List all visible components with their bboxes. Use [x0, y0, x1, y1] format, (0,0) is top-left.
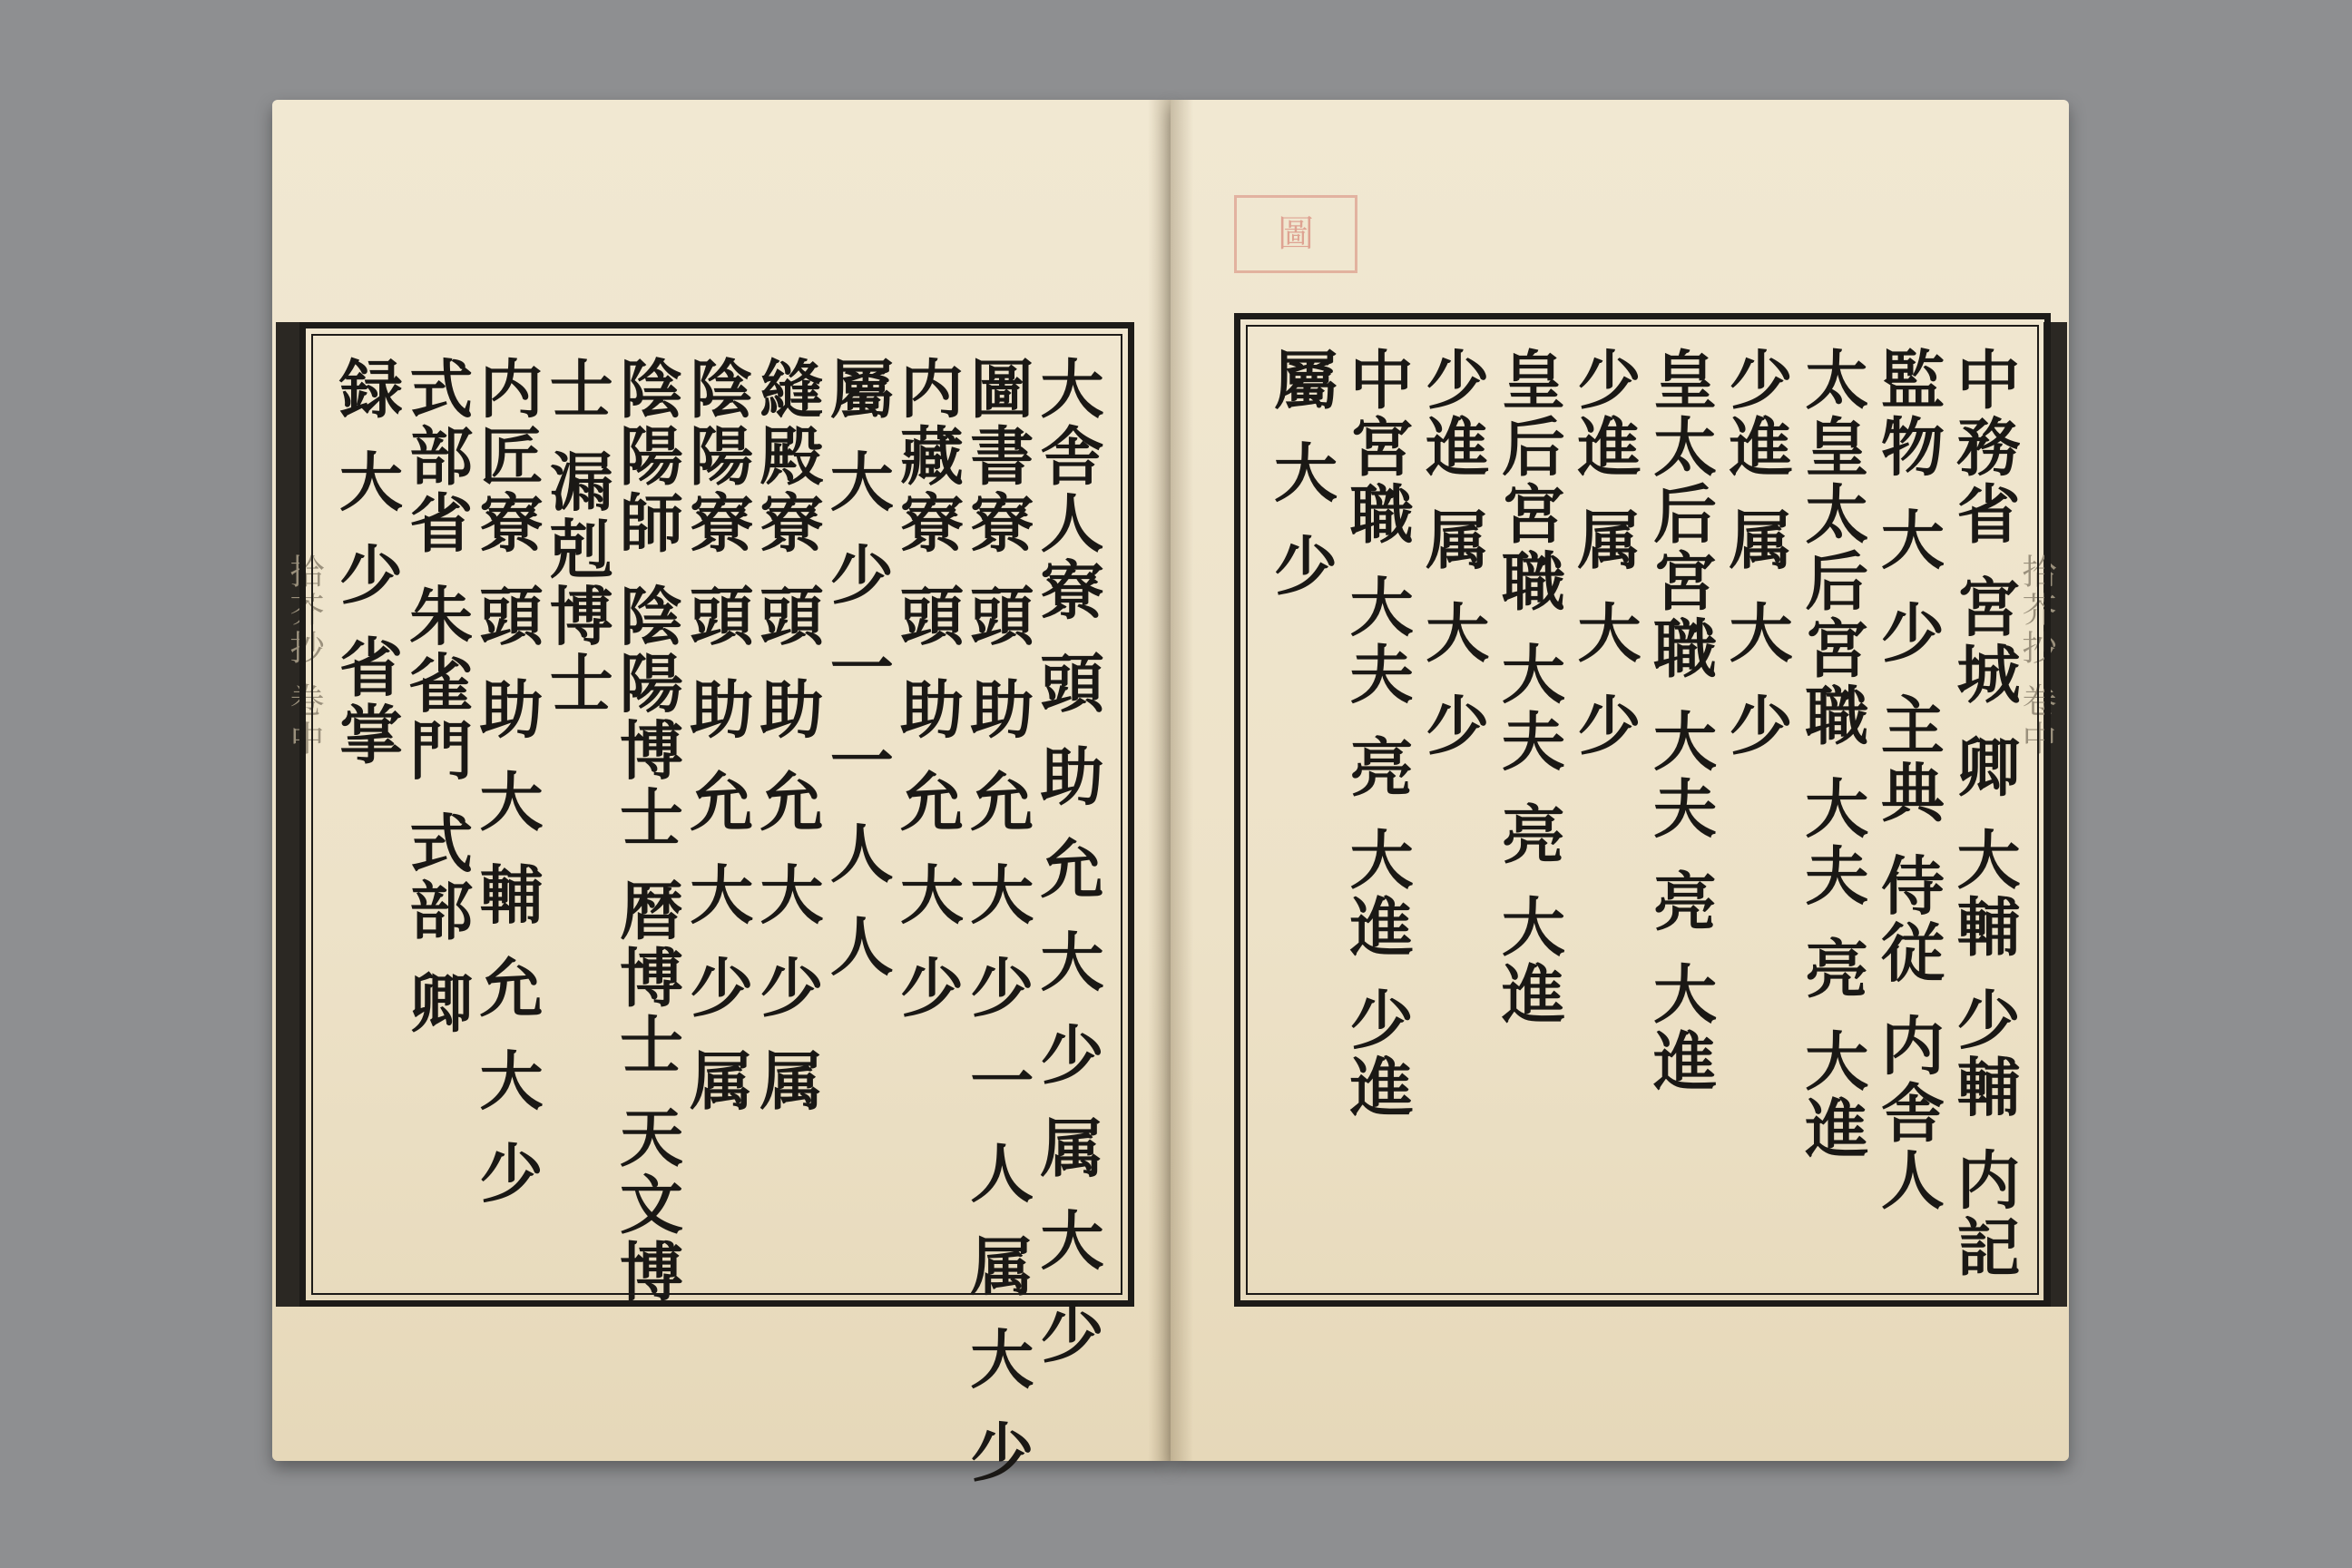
text-column: 士 漏剋博士	[539, 356, 615, 718]
text-column: 少進 属 大 少	[1566, 347, 1642, 760]
left-spine-label: 拾芥抄 卷中	[284, 554, 324, 760]
text-column: 屬 大 少 一 一 人 人	[819, 356, 896, 981]
open-book	[272, 91, 2078, 1486]
text-column: 屬 大 少	[1263, 347, 1339, 600]
text-column: 式部省 朱雀門 式部 卿	[398, 356, 475, 1038]
text-column: 圖書寮 頭 助 允 大 少 一 人 属 大 少	[959, 356, 1035, 1486]
text-column: 中宮職 大夫 亮 大進 少進	[1339, 347, 1416, 1122]
left-edge-strip	[276, 322, 299, 1307]
seal-stamp: 圖	[1234, 195, 1357, 273]
right-spine-label: 拾芥抄 卷中	[2016, 554, 2056, 760]
left-page	[272, 100, 1171, 1486]
right-text-frame	[1234, 313, 2051, 1307]
text-column: 少進 属 大 少	[1719, 347, 1795, 760]
left-text-columns	[328, 356, 1105, 1486]
text-column: 皇后宮職 大夫 亮 大進	[1491, 347, 1567, 1029]
text-column: 録 大 少 省掌	[328, 356, 405, 769]
right-page	[1171, 100, 2069, 1461]
text-column: 少進 属 大 少	[1415, 347, 1491, 760]
text-column: 陰陽寮 頭 助 允 大 少 属	[679, 356, 755, 1115]
text-column: 内匠寮 頭 助 大 輔 允 大 少	[469, 356, 544, 1208]
text-column: 陰陽師 陰陽博士 暦博士 天文博	[609, 356, 685, 1307]
left-text-frame	[299, 322, 1134, 1486]
text-column: 大舎人寮 頭 助 允 大 少 属 大 少	[1030, 356, 1105, 1367]
text-column: 縫殿寮 頭 助 允 大 少 属	[750, 356, 825, 1115]
text-column: 中務省 宮城 卿 大輔 少輔 内記	[1945, 347, 2022, 1281]
text-column: 内藏寮 頭 助 允 大 少	[889, 356, 965, 1022]
book-gutter	[1148, 100, 1193, 1461]
right-text-columns	[1263, 347, 2022, 1281]
text-column: 太皇太后宮職 大夫 亮 大進	[1794, 347, 1870, 1163]
text-column: 監物 大 少 主典 侍従 内舎人	[1870, 347, 1946, 1214]
text-column: 皇太后宮職 大夫 亮 大進	[1642, 347, 1719, 1096]
